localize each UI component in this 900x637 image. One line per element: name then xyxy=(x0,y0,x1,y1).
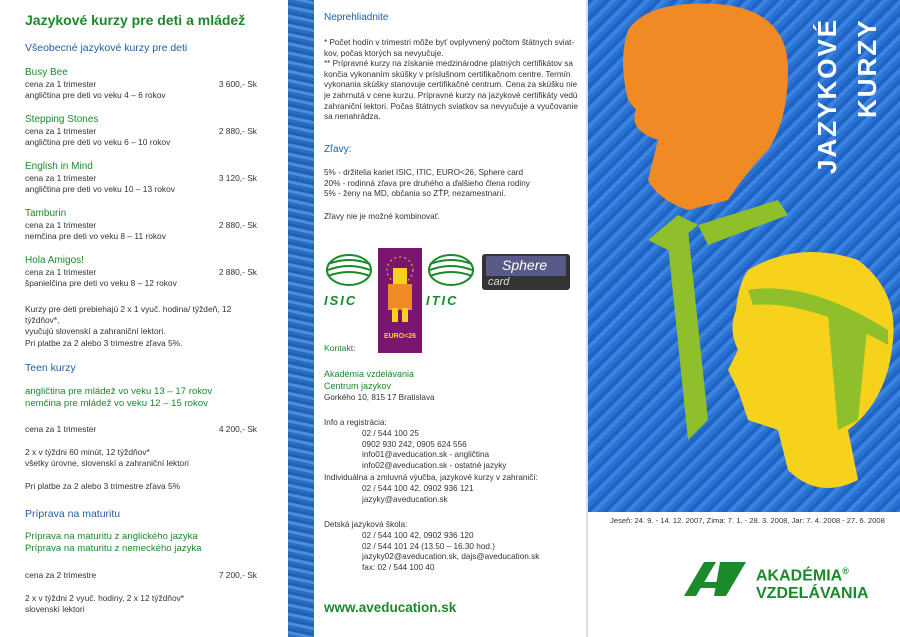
euro26-logo xyxy=(378,248,422,353)
teen-course-de: nemčina pre mládež vo veku 12 – 15 rokov xyxy=(25,398,208,409)
info-line: 02 / 544 100 25 xyxy=(362,429,419,438)
teen-course-en: angličtina pre mládež vo veku 13 – 17 rokov xyxy=(25,386,213,397)
website-link[interactable]: www.aveducation.sk xyxy=(324,600,457,615)
course-price: 2 880,- Sk xyxy=(218,126,257,136)
itic-label: ITIC xyxy=(426,293,459,308)
kids-note xyxy=(25,304,260,337)
isic-globe-icon xyxy=(324,252,374,288)
kids-school-line[interactable]: jazyky02@aveducation.sk, dajs@aveducation.sk xyxy=(362,552,540,562)
teen-price: 4 200,- Sk xyxy=(218,424,257,434)
euro26-figure-icon xyxy=(378,248,422,328)
individual-line[interactable]: jazyky@aveducation.sk xyxy=(362,494,448,504)
notice-line: zahraniční lektori. Počas štátnych sviatkov sa nevyučuje a vyučovanie xyxy=(324,101,578,111)
section-general: Všeobecné jazykové kurzy pre deti xyxy=(25,42,188,54)
term-dates: Jeseň: 24. 9. - 14. 12. 2007, Zima: 7. 1. - 28. 3. 2008, Jar: 7. 4. 2008 - 27. 6. 2008 xyxy=(610,516,885,525)
teen-note-line: všetky úrovne, slovenskí a zahraniční lektori xyxy=(25,458,189,468)
itic-globe-icon xyxy=(426,252,476,288)
notice-line: * Počet hodín v trimestri môže byť ovplyvnený počtom štátnych sviat- xyxy=(324,38,575,47)
info-label: Info a registrácia: xyxy=(324,418,387,427)
brand-name xyxy=(756,562,869,603)
course-stepping-stones xyxy=(25,113,257,148)
av-logo-icon xyxy=(684,562,746,596)
middle-panel xyxy=(314,0,586,637)
isic-logo xyxy=(324,252,374,312)
course-price-label: cena za 1 trimester xyxy=(25,173,97,183)
kids-note-line: vyučujú slovenskí a zahraniční lektori. xyxy=(25,326,166,336)
exam-course-en: Príprava na maturitu z anglického jazyka xyxy=(25,531,198,542)
course-price: 3 120,- Sk xyxy=(218,173,257,183)
decorative-strip xyxy=(288,0,314,637)
course-name: Busy Bee xyxy=(25,67,68,78)
exam-price-label: cena za 2 trimestre xyxy=(25,570,97,580)
course-price-label: cena za 1 trimester xyxy=(25,220,97,230)
teen-note-line: 2 x v týždni 60 minút, 12 týždňov* xyxy=(25,447,150,457)
sphere-label: Sphere xyxy=(502,257,548,273)
teen-discount: Pri platbe za 2 alebo 3 trimestre zľava 5% xyxy=(25,481,181,491)
kids-school-line: 02 / 544 101 24 (13.50 – 16.30 hod.) xyxy=(362,541,495,551)
info-line[interactable]: info01@aveducation.sk - angličtina xyxy=(362,450,490,460)
course-name: Hola Amigos! xyxy=(25,255,84,266)
info-line[interactable]: info02@aveducation.sk - ostatné jazyky xyxy=(362,460,507,470)
brand-line2: VZDELÁVANIA xyxy=(756,585,869,603)
course-tamburin xyxy=(25,207,257,242)
kids-school-contacts xyxy=(362,531,539,573)
cover-title-line2: KURZY xyxy=(852,18,882,118)
discount-note: Zľavy nie je možné kombinovať. xyxy=(324,212,441,221)
teen-note xyxy=(25,447,260,469)
left-panel xyxy=(0,0,288,637)
right-panel xyxy=(588,0,900,637)
heading-discounts: Zľavy: xyxy=(324,144,352,155)
itic-logo xyxy=(426,252,476,312)
course-desc: angličtina pre deti vo veku 10 – 13 rokov xyxy=(25,184,175,194)
teen-price-label: cena za 1 trimester xyxy=(25,424,97,434)
section-exam: Príprava na maturitu xyxy=(25,508,121,520)
notice-line: vykonania skúšky stanovuje certifikačné centrum. Cena za skúšku nie xyxy=(324,80,578,90)
course-price: 3 600,- Sk xyxy=(218,79,257,89)
course-name: Stepping Stones xyxy=(25,114,99,125)
org-name: Akadémia vzdelávania xyxy=(324,369,415,379)
course-desc: španielčina pre deti vo veku 8 – 12 rokov xyxy=(25,278,177,288)
sphere-card-logo xyxy=(482,254,570,290)
info-line: 0902 930 242, 0905 624 556 xyxy=(362,439,467,449)
notice-text xyxy=(324,38,582,123)
exam-price-row xyxy=(25,570,257,581)
notice-line: končia vykonaním skúšky v príslušnom certifikačnom centre. Termín xyxy=(324,69,571,79)
section-teen: Teen kurzy xyxy=(25,362,76,374)
sphere-card-label: card xyxy=(488,276,510,288)
course-price: 2 880,- Sk xyxy=(218,267,257,277)
info-contacts xyxy=(362,429,506,471)
course-desc: angličtina pre deti vo veku 6 – 10 rokov xyxy=(25,137,171,147)
page-title: Jazykové kurzy pre deti a mládež xyxy=(25,12,246,28)
exam-course-de: Príprava na maturitu z nemeckého jazyka xyxy=(25,543,202,554)
org-dept: Centrum jazykov xyxy=(324,381,392,391)
kids-school-label: Detská jazyková škola: xyxy=(324,520,408,529)
heading-notice: Neprehliadnite xyxy=(324,12,389,23)
individual-label: Individuálna a zmluvná výučba, jazykové kurzy v zahraničí: xyxy=(324,473,538,482)
exam-price: 7 200,- Sk xyxy=(218,570,257,580)
organization xyxy=(324,368,414,392)
kids-discount: Pri platbe za 2 alebo 3 trimestre zľava 5%. xyxy=(25,338,183,348)
individual-line: 02 / 544 100 42, 0902 936 121 xyxy=(362,484,474,493)
notice-line: je zahrnutá v cene kurzu. Prípravné kurzy na jazykové certifikáty vedú xyxy=(324,90,578,100)
address: Gorkého 10, 815 17 Bratislava xyxy=(324,393,435,402)
isic-label: ISIC xyxy=(324,293,358,308)
kids-school-line: 02 / 544 100 42, 0902 936 120 xyxy=(362,531,474,540)
discount-line: 5% - ženy na MD, občania so ZŤP, nezamestnaní. xyxy=(324,189,506,199)
exam-courses xyxy=(25,531,260,555)
exam-note xyxy=(25,593,260,615)
brand-line1: AKADÉMIA xyxy=(756,567,843,585)
course-price-label: cena za 1 trimester xyxy=(25,126,97,136)
cover-illustration xyxy=(588,0,900,512)
course-hola-amigos xyxy=(25,254,257,289)
course-desc: angličtina pre deti vo veku 4 – 6 rokov xyxy=(25,90,166,100)
notice-line: kov, počas ktorých sa nevyučuje. xyxy=(324,48,444,58)
kids-school-line: fax: 02 / 544 100 40 xyxy=(362,562,435,572)
individual-contacts xyxy=(362,484,474,505)
brand-logo-mark xyxy=(684,562,746,596)
notice-line: sa nenahrádza. xyxy=(324,112,381,122)
kids-note-line: Kurzy pre deti prebiehajú 2 x 1 vyuč. hodina/ týždeň, 12 týždňov*, xyxy=(25,304,232,325)
discount-text xyxy=(324,168,530,200)
cover-title xyxy=(812,18,896,228)
exam-note-line: slovenskí lektori xyxy=(25,604,85,614)
teen-courses xyxy=(25,386,260,410)
course-name: Tamburin xyxy=(25,208,67,219)
discount-line: 20% - rodinná zľava pre druhého a ďalšieho člena rodiny xyxy=(324,178,530,188)
course-name: English in Mind xyxy=(25,161,93,172)
euro26-label: EURO<26 xyxy=(383,333,417,340)
notice-line: ** Prípravné kurzy na získanie medzinárodne platných certifikátov sa xyxy=(324,59,573,69)
heading-contact: Kontakt: xyxy=(324,343,356,353)
cover-title-line1: JAZYKOVÉ xyxy=(812,18,842,175)
course-english-in-mind xyxy=(25,160,257,195)
course-price: 2 880,- Sk xyxy=(218,220,257,230)
discount-line: 5% - držitelia kariet ISIC, ITIC, EURO<26, Sphere card xyxy=(324,168,524,177)
teen-price-row xyxy=(25,424,257,435)
exam-note-line: 2 x v týždni 2 vyuč. hodiny, 2 x 12 týždňov* xyxy=(25,593,185,603)
course-price-label: cena za 1 trimester xyxy=(25,267,97,277)
course-busy-bee xyxy=(25,66,257,101)
course-desc: nemčina pre deti vo veku 8 – 11 rokov xyxy=(25,231,166,241)
registered-mark: ® xyxy=(842,566,849,576)
course-price-label: cena za 1 trimester xyxy=(25,79,97,89)
